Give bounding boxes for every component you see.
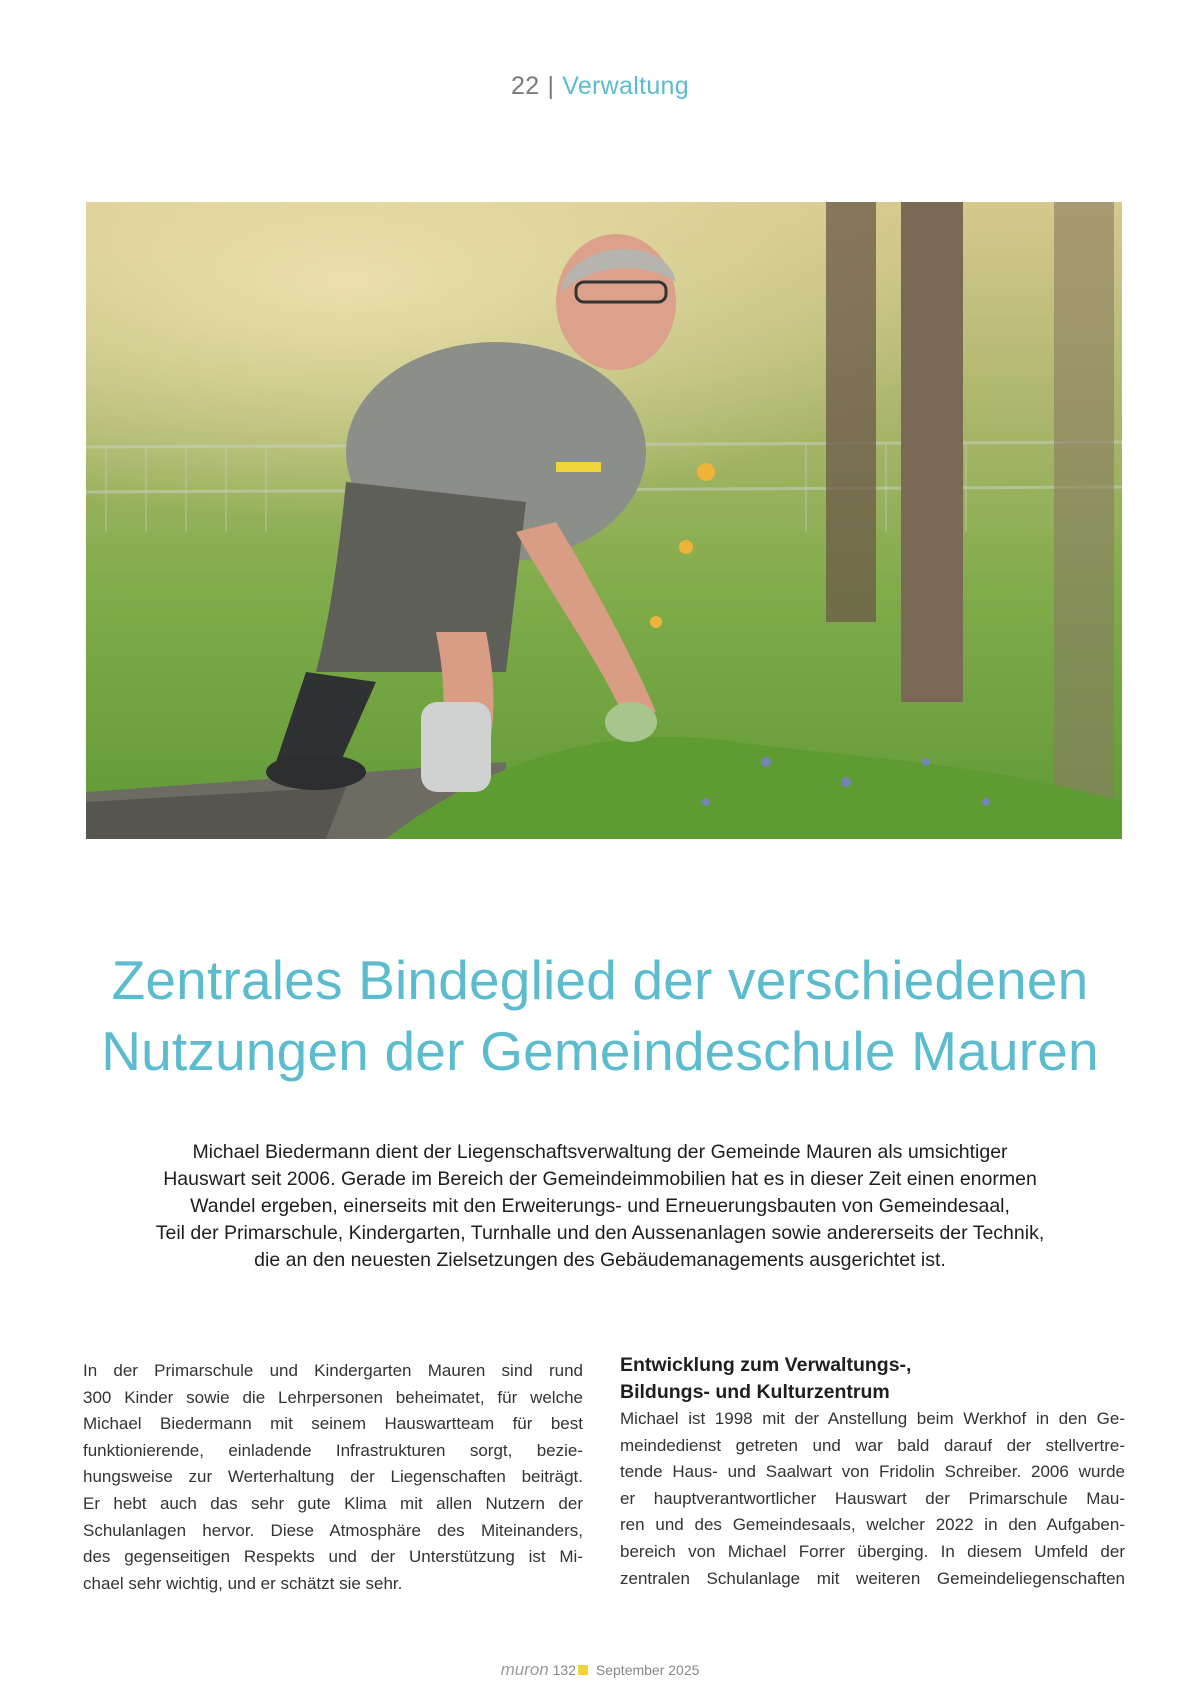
body-line: hungsweise zur Werterhaltung der Liegenschaften beiträgt. [83,1467,583,1487]
body-column-right [620,1352,1125,1592]
body-line: Michael Biedermann mit seinem Hauswartteam für best [83,1414,583,1434]
lead-line: Michael Biedermann dient der Liegenschaftsverwaltung der Gemeinde Mauren als umsichtiger [192,1141,1008,1163]
body-line: des gegenseitigen Respekts und der Unterstützung ist Mi- [83,1547,583,1567]
body-line: chael sehr wichtig, und er schätzt sie sehr. [83,1573,403,1593]
article-title-line: Nutzungen der Gemeindeschule Mauren [101,1020,1099,1082]
body-line: zentralen Schulanlage mit weiteren Gemeindeliegenschaften [620,1568,1125,1588]
body-line: tende Haus- und Saalwart von Fridolin Schreiber. 2006 wurde [620,1462,1125,1482]
article-lead [100,1139,1100,1274]
subheading: Entwicklung zum Verwaltungs-, [620,1354,912,1376]
article-title [60,945,1140,1087]
body-line: funktionierende, einladende Infrastrukturen sorgt, bezie- [83,1440,583,1460]
page-footer [0,1660,1200,1680]
body-line: In der Primarschule und Kindergarten Mauren sind rund [83,1361,583,1380]
issue-date: September 2025 [595,1662,700,1678]
body-line: ren und des Gemeindesaals, welcher 2022 in den Aufgaben- [620,1515,1125,1535]
body-line: Michael ist 1998 mit der Anstellung beim Werkhof in den Ge- [620,1409,1125,1428]
body-line: Er hebt auch das sehr gute Klima mit allen Nutzern der [83,1493,583,1513]
body-line: bereich von Michael Forrer überging. In diesem Umfeld der [620,1541,1125,1561]
issue-number: 132 [552,1662,576,1678]
section-title: Verwaltung [562,72,689,100]
lead-line: Wandel ergeben, einerseits mit den Erweiterungs- und Erneuerungsbauten von Gemeindesaal, [190,1195,1010,1217]
lead-line: die an den neuesten Zielsetzungen des Gebäudemanagements ausgerichtet ist. [254,1249,946,1271]
lead-line: Teil der Primarschule, Kindergarten, Turnhalle und den Aussenanlagen sowie andererseits der Technik, [155,1222,1045,1244]
square-icon [578,1665,588,1675]
subheading: Bildungs- und Kulturzentrum [620,1381,890,1403]
body-line: Schulanlagen hervor. Diese Atmosphäre des Miteinanders, [83,1520,583,1540]
body-line: meindedienst getreten und war bald darauf der stellvertre- [620,1435,1125,1455]
header-separator: | [547,72,555,100]
page-number: 22 [511,72,540,100]
article-title-line: Zentrales Bindeglied der verschiedenen [111,949,1089,1011]
body-column-left [83,1358,583,1597]
photo-illustration [86,202,1122,839]
lead-line: Hauswart seit 2006. Gerade im Bereich der Gemeindeimmobilien hat es in dieser Zeit einen enormen [163,1168,1037,1190]
magazine-name: muron [500,1660,549,1679]
page-header [0,72,1200,101]
feature-photo [86,202,1122,839]
body-line: 300 Kinder sowie die Lehrpersonen beheimatet, für welche [83,1387,583,1407]
body-line: er hauptverantwortlicher Hauswart der Primarschule Mau- [620,1488,1125,1508]
